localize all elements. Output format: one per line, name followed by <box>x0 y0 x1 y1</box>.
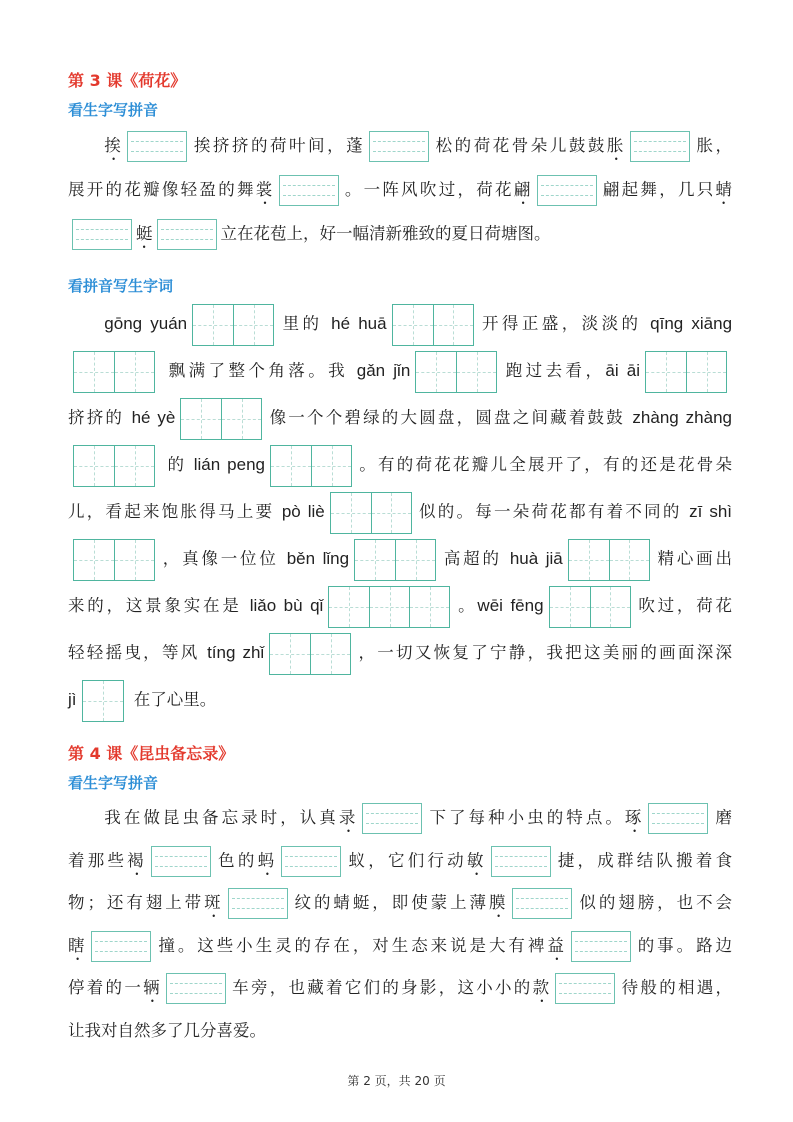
character-answer-grid[interactable] <box>354 539 436 581</box>
pinyin-prompt: wēi fēng <box>477 596 544 615</box>
text-segment: 捷，成群结队搬着食 <box>554 850 733 870</box>
pinyin-answer-box[interactable] <box>228 888 288 919</box>
text-segment: 立在花苞上，好一幅清新雅致的夏日荷塘图。 <box>220 224 551 243</box>
pinyin-answer-box[interactable] <box>157 219 217 250</box>
pinyin-answer-box[interactable] <box>369 131 429 162</box>
dotted-character: 敏 <box>466 850 487 870</box>
character-cell[interactable] <box>114 446 154 486</box>
text-segment: 着那些 <box>68 850 128 870</box>
character-cell[interactable] <box>395 540 435 580</box>
dotted-character: 裳 <box>255 180 275 199</box>
character-answer-grid[interactable] <box>549 586 631 628</box>
character-answer-grid[interactable] <box>192 304 274 346</box>
character-cell[interactable] <box>221 399 261 439</box>
text-segment: 待般的相遇， <box>619 978 733 997</box>
dotted-character: 瞎 <box>68 935 88 955</box>
text-line <box>68 124 732 168</box>
text-segment: 车旁，也藏着它们的身影，这小小的 <box>229 978 533 997</box>
pinyin-answer-box[interactable] <box>281 846 341 877</box>
text-segment: 似的翅膀，也不会 <box>576 893 733 912</box>
pinyin-prompt: liǎo bù qǐ <box>249 596 324 615</box>
dotted-character: 款 <box>532 978 552 997</box>
pinyin-answer-box[interactable] <box>648 803 708 834</box>
text-segment: 挨挤挤的荷叶间，蓬 <box>191 136 366 155</box>
character-cell[interactable] <box>74 446 114 486</box>
section-gap <box>68 723 732 739</box>
character-answer-grid[interactable] <box>330 492 412 534</box>
text-segment: 挤挤的 <box>68 408 132 427</box>
character-answer-grid[interactable] <box>180 398 262 440</box>
text-line <box>68 535 732 582</box>
pinyin-answer-box[interactable] <box>72 219 132 250</box>
text-line <box>68 582 732 629</box>
character-cell[interactable] <box>409 587 449 627</box>
text-line <box>68 840 732 883</box>
character-answer-grid[interactable] <box>82 680 124 722</box>
exercise-subtitle: 看生字写拼音 <box>68 774 159 792</box>
pinyin-prompt: hé yè <box>131 408 176 427</box>
character-cell[interactable] <box>114 540 154 580</box>
dotted-character: 胀 <box>606 136 626 155</box>
text-segment: 。 <box>455 596 478 615</box>
text-line <box>68 441 732 488</box>
pinyin-answer-box[interactable] <box>91 931 151 962</box>
text-line <box>68 347 732 394</box>
character-answer-grid[interactable] <box>73 539 155 581</box>
pinyin-prompt: huà jiā <box>509 549 563 568</box>
character-cell[interactable] <box>646 352 686 392</box>
character-answer-grid[interactable] <box>73 445 155 487</box>
text-line <box>68 797 732 840</box>
text-segment: 轻轻摇曳，等风 <box>68 643 208 662</box>
pinyin-prompt: jì <box>68 690 77 709</box>
pinyin-prompt: hé huā <box>331 314 387 333</box>
text-segment: 跑过去看， <box>502 361 606 380</box>
pinyin-prompt: lián peng <box>193 455 266 474</box>
pinyin-prompt: qīng xiāng <box>650 314 733 333</box>
character-cell[interactable] <box>550 587 590 627</box>
character-answer-grid[interactable] <box>415 351 497 393</box>
dotted-character: 斑 <box>204 893 224 912</box>
exercise-subtitle: 看生字写拼音 <box>68 101 159 119</box>
character-cell[interactable] <box>456 352 496 392</box>
character-cell[interactable] <box>270 634 310 674</box>
character-cell[interactable] <box>590 587 630 627</box>
text-segment: 吹过，荷花 <box>635 596 733 615</box>
text-segment: 的 <box>160 455 194 474</box>
lesson-title: 第 4 课《昆虫备忘录》 <box>68 744 235 763</box>
text-segment: 磨 <box>712 808 733 827</box>
dotted-character: 蚂 <box>257 850 278 870</box>
text-segment: 来的，这景象实在是 <box>68 596 250 615</box>
text-line <box>68 629 732 676</box>
text-segment: 。一阵风吹过，荷花 <box>342 180 514 199</box>
character-cell[interactable] <box>393 305 433 345</box>
text-segment: 里的 <box>279 314 332 333</box>
character-answer-grid[interactable] <box>328 586 450 628</box>
text-line <box>68 168 732 212</box>
character-cell[interactable] <box>193 305 233 345</box>
exercise-subtitle: 看拼音写生字词 <box>68 277 174 295</box>
character-cell[interactable] <box>433 305 473 345</box>
text-segment: 高超的 <box>441 549 510 568</box>
text-segment: 纹的蜻蜓，即使蒙上薄 <box>291 893 489 912</box>
text-segment: 松的荷花骨朵儿鼓鼓 <box>433 136 607 155</box>
dotted-character: 琢 <box>624 808 645 827</box>
character-answer-grid[interactable] <box>270 445 352 487</box>
dotted-character: 辆 <box>143 978 162 997</box>
dotted-character: 挨 <box>104 136 124 155</box>
dotted-character: 褐 <box>127 850 147 870</box>
dotted-character: 录 <box>338 808 359 827</box>
text-line <box>68 300 732 347</box>
character-cell[interactable] <box>355 540 395 580</box>
pinyin-answer-box[interactable] <box>279 175 339 206</box>
character-cell[interactable] <box>331 493 371 533</box>
text-segment: 似的。每一朵荷花都有着不同的 <box>416 502 690 521</box>
pinyin-prompt: pò liè <box>281 502 325 521</box>
dotted-character: 益 <box>547 935 567 955</box>
pinyin-answer-box[interactable] <box>571 931 631 962</box>
text-segment: 的事。路边 <box>634 935 733 955</box>
pinyin-prompt: āi āi <box>605 361 640 380</box>
text-segment: 色的 <box>214 850 258 870</box>
text-line <box>68 967 732 1010</box>
text-line <box>68 212 732 256</box>
character-answer-grid[interactable] <box>269 633 351 675</box>
pinyin-answer-box[interactable] <box>630 131 690 162</box>
character-cell[interactable] <box>181 399 221 439</box>
character-cell[interactable] <box>74 540 114 580</box>
text-segment: ，一切又恢复了宁静，我把这美丽的画面深深 <box>356 643 733 662</box>
pinyin-answer-box[interactable] <box>362 803 422 834</box>
text-line <box>68 394 732 441</box>
text-segment: 停着的一 <box>68 978 144 997</box>
character-answer-grid[interactable] <box>645 351 727 393</box>
page-footer: 第 2 页，共 20 页 <box>347 1074 446 1088</box>
text-segment: 撞。这些小生灵的存在，对生态来说是大有裨 <box>155 935 548 955</box>
text-segment: 。有的荷花花瓣儿全展开了，有的还是花骨朵 <box>357 455 733 474</box>
character-cell[interactable] <box>569 540 609 580</box>
lesson-title: 第 3 课《荷花》 <box>68 71 187 90</box>
text-line <box>68 925 732 968</box>
text-segment: 翩起舞，几只 <box>600 180 716 199</box>
text-segment: 胀， <box>693 136 733 155</box>
character-cell[interactable] <box>310 634 350 674</box>
character-cell[interactable] <box>609 540 649 580</box>
character-cell[interactable] <box>233 305 273 345</box>
dotted-character: 膜 <box>489 893 509 912</box>
pinyin-answer-box[interactable] <box>166 973 226 1004</box>
character-answer-grid[interactable] <box>73 351 155 393</box>
pinyin-answer-box[interactable] <box>491 846 551 877</box>
pinyin-answer-box[interactable] <box>512 888 572 919</box>
character-cell[interactable] <box>416 352 456 392</box>
text-segment: ，真像一位位 <box>160 549 287 568</box>
character-cell[interactable] <box>369 587 409 627</box>
text-segment: 儿，看起来饱胀得马上要 <box>68 502 282 521</box>
section-gap <box>68 256 732 272</box>
dotted-character: 翩 <box>513 180 533 199</box>
pinyin-answer-box[interactable] <box>555 973 615 1004</box>
character-cell[interactable] <box>686 352 726 392</box>
text-segment: 让我对自然多了几分喜爱。 <box>68 1020 266 1040</box>
pinyin-answer-box[interactable] <box>151 846 211 877</box>
worksheet-page <box>68 66 732 1052</box>
text-segment: 蚁，它们行动 <box>345 850 467 870</box>
character-cell[interactable] <box>114 352 154 392</box>
character-answer-grid[interactable] <box>392 304 474 346</box>
exercise-paragraph <box>68 300 732 723</box>
text-line <box>68 882 732 925</box>
text-segment: 开得正盛，淡淡的 <box>478 314 651 333</box>
pinyin-prompt: tíng zhǐ <box>207 643 265 662</box>
text-segment: 物；还有翅上带 <box>68 893 205 912</box>
text-line <box>68 488 732 535</box>
text-segment: 在了心里。 <box>128 690 217 709</box>
character-cell[interactable] <box>371 493 411 533</box>
character-answer-grid[interactable] <box>568 539 650 581</box>
character-cell[interactable] <box>311 446 351 486</box>
pinyin-prompt: gōng yuán <box>104 314 188 333</box>
text-segment: 展开的花瓣像轻盈的舞 <box>68 180 256 199</box>
pinyin-answer-box[interactable] <box>537 175 597 206</box>
pinyin-prompt: běn lǐng <box>286 549 350 568</box>
character-cell[interactable] <box>329 587 369 627</box>
character-cell[interactable] <box>74 352 114 392</box>
pinyin-prompt: zī shì <box>689 502 733 521</box>
text-segment: 精心画出 <box>654 549 732 568</box>
pinyin-answer-box[interactable] <box>127 131 187 162</box>
text-segment: 飘满了整个角落。我 <box>160 361 357 380</box>
dotted-character: 蜓 <box>136 224 153 243</box>
text-segment: 我在做昆虫备忘录时，认真 <box>104 808 339 827</box>
dotted-character: 蜻 <box>715 180 733 199</box>
text-segment: 像一个个碧绿的大圆盘，圆盘之间藏着鼓鼓 <box>267 408 633 427</box>
pinyin-prompt: zhàng zhàng <box>632 408 732 427</box>
text-segment: 下了每种小虫的特点。 <box>426 808 625 827</box>
text-line <box>68 1010 732 1053</box>
character-cell[interactable] <box>271 446 311 486</box>
text-line <box>68 676 732 723</box>
pinyin-prompt: gǎn jǐn <box>356 361 411 380</box>
exercise-paragraph <box>68 124 732 256</box>
exercise-paragraph <box>68 797 732 1052</box>
character-cell[interactable] <box>83 681 123 721</box>
